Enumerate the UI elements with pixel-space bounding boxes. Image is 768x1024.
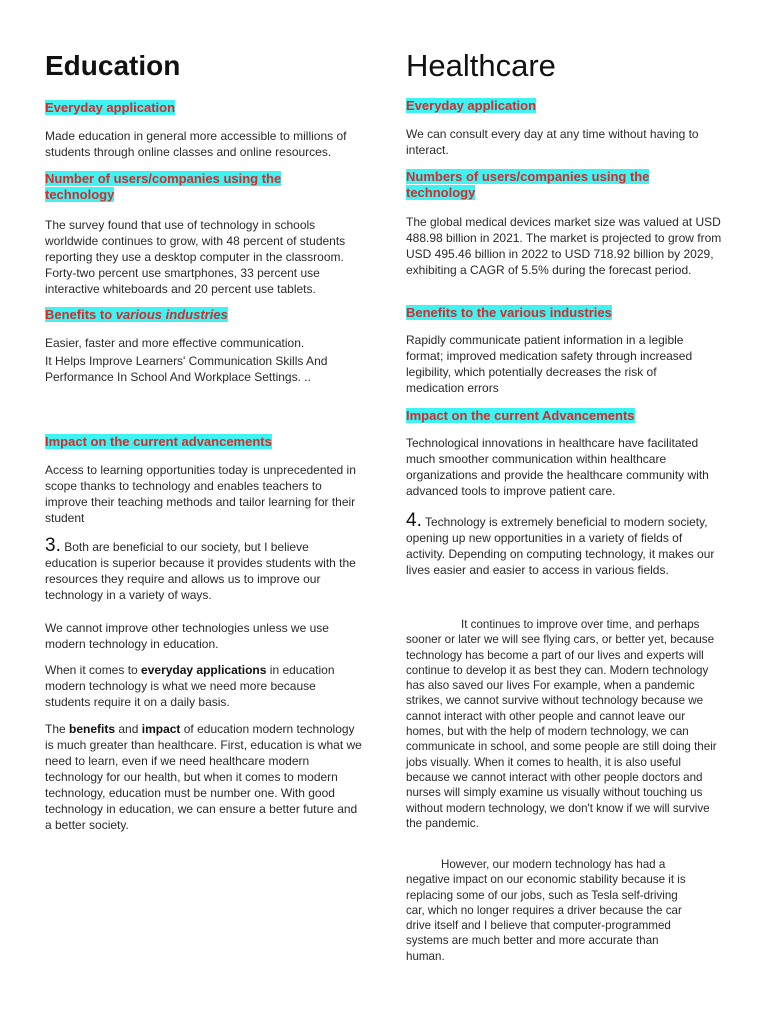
education-title: Education xyxy=(45,50,181,81)
education-users-heading: Number of users/companies using the technology xyxy=(45,171,282,202)
healthcare-paragraph-2: It continues to improve over time, and perhaps sooner or later we will see flying cars, or better yet, because technology has become a part of our lives and experts will continue to develop it as best they can. Modern technology has also saved our lives For example, when a pandemic strikes, we cannot survive without technology because we cannot interact with other people and cannot leave our homes, but with the help of modern technology, we can communicate in school, and some people are still doing their jobs visually. When it comes to health, it is also useful because we cannot interact with other people doctors and nurses will simply examine us visually without touching us without modern technology, we don't know if we will survive the pandemic. xyxy=(406,618,717,830)
education-everyday-text: Made education in general more accessible to millions of students through online classes and online resources. xyxy=(45,129,347,159)
education-everyday-heading: Everyday application xyxy=(45,100,176,115)
education-paragraph-3: When it comes to everyday applications in education modern technology is what we need more because students require it on a daily basis. xyxy=(45,663,335,709)
healthcare-users-text: The global medical devices market size was valued at USD 488.98 billion in 2021. The market is projected to grow from USD 495.46 billion in 2022 to USD 718.92 billion by 2029, exhibiting a CAGR of 5.5% during the forecast period. xyxy=(406,215,722,277)
healthcare-impact-text: Technological innovations in healthcare have facilitated much smoother communication within healthcare organizations and provide the healthcare community with advanced tools to improve patient care. xyxy=(406,436,709,498)
education-impact-heading: Impact on the current advancements xyxy=(45,434,272,449)
education-paragraph-4: The benefits and impact of education modern technology is much greater than healthcare. First, education is what we need to learn, even if we need healthcare modern technology for our health, but when it comes to modern technology, education must be number one. With good technology in education, we can ensure a better future and a better society. xyxy=(45,722,362,832)
healthcare-everyday-heading: Everyday application xyxy=(406,98,537,113)
question-number: 4. xyxy=(406,510,422,531)
education-paragraph-2: We cannot improve other technologies unless we use modern technology in education. xyxy=(45,621,329,651)
healthcare-users-heading: Numbers of users/companies using the technology xyxy=(406,169,650,200)
education-benefits-heading: Benefits to various industries xyxy=(45,307,228,322)
education-q3-paragraph: 3. Both are beneficial to our society, but I believe education is superior because it provides students with the resources they require and allows us to improve our technology in a variety of ways. xyxy=(45,535,356,602)
healthcare-benefits-heading: Benefits to the various industries xyxy=(406,305,612,320)
healthcare-title: Healthcare xyxy=(406,48,556,83)
education-benefits-text-2: It Helps Improve Learners' Communication Skills And Performance In School And Workplace Settings. .. xyxy=(45,354,328,384)
education-impact-text: Access to learning opportunities today is unprecedented in scope thanks to technology and enables teachers to improve their teaching methods and tailor learning for their student xyxy=(45,463,356,525)
question-number: 3. xyxy=(45,535,61,556)
healthcare-everyday-text: We can consult every day at any time without having to interact. xyxy=(406,127,699,157)
healthcare-paragraph-3: However, our modern technology has had a negative impact on our economic stability because it is replacing some of our jobs, such as Tesla self-driving car, which no longer requires a driver because the car drive itself and I believe that computer-programmed systems are much better and more accurate than human. xyxy=(406,858,686,963)
education-users-text: The survey found that use of technology in schools worldwide continues to grow, with 48 percent of students reporting they use a desktop computer in the classroom. Forty-two percent use smartphones, 33 percent use interactive whiteboards and 20 percent use tablets. xyxy=(45,218,346,296)
education-benefits-text-1: Easier, faster and more effective communication. xyxy=(45,336,305,350)
healthcare-q4-paragraph: 4. Technology is extremely beneficial to modern society, opening up new opportunities in a variety of fields of activity. Depending on computing technology, it makes our lives easier and easier to access in various fields. xyxy=(406,510,715,577)
healthcare-benefits-text: Rapidly communicate patient information in a legible format; improved medication safety through increased legibility, which potentially decreases the risk of medication errors xyxy=(406,333,693,395)
healthcare-impact-heading: Impact on the current Advancements xyxy=(406,408,635,423)
